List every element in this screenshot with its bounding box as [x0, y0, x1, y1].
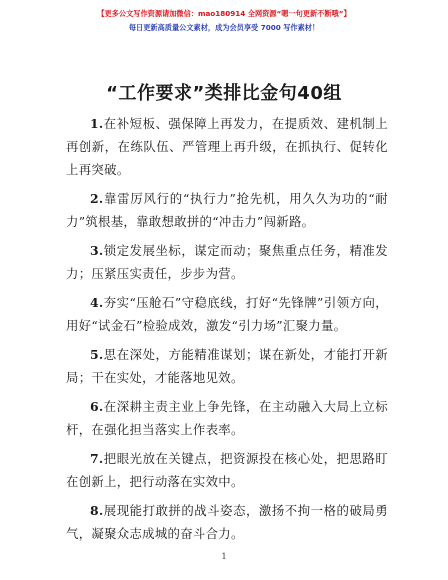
- item-number: 1.: [90, 116, 104, 131]
- item-number: 4.: [90, 295, 104, 310]
- list-item: [66, 343, 388, 389]
- item-text: 思在深处，方能精准谋划；谋在新处，才能打开新局；干在实处，才能落地见效。: [66, 347, 388, 385]
- item-text: 锁定发展坐标，谋定而动；聚焦重点任务，精准发力；压紧压实责任，步步为营。: [66, 243, 388, 281]
- document-title: “工作要求”类排比金句40组: [106, 83, 342, 104]
- banner-subtitle-line: 每日更新高质量公文素材，成为会员享受 7000 写作素材！: [128, 23, 320, 32]
- list-item: [66, 112, 388, 181]
- item-number: 6.: [90, 399, 104, 414]
- header-banner: [0, 8, 448, 33]
- document-body: [66, 112, 388, 551]
- item-number: 8.: [90, 503, 104, 518]
- list-item: [66, 447, 388, 493]
- item-text: 靠雷厉风行的“执行力”抢先机，用久久为功的“耐力”筑根基，靠敢想敢拼的“冲击力”闯新路。: [66, 191, 388, 229]
- list-item: [66, 239, 388, 285]
- list-item: [66, 291, 388, 337]
- item-text: 在深耕主责主业上争先锋，在主动融入大局上立标杆，在强化担当落实上作表率。: [66, 399, 388, 437]
- page-number: 1: [221, 552, 227, 561]
- item-number: 3.: [90, 243, 104, 258]
- item-text: 夯实“压舱石”守稳底线，打好“先锋牌”引领方向，用好“试金石”检验成效，激发“引力场”汇聚力量。: [66, 295, 388, 333]
- banner-promo-line: 【更多公文写作资源请加微信：mao180914 全网资源“嗯一句更新不断哦”】: [97, 9, 351, 18]
- item-number: 7.: [90, 451, 104, 466]
- item-text: 在补短板、强保障上再发力，在提质效、建机制上再创新，在练队伍、严管理上再升级，在抓执行、促转化上再突破。: [66, 116, 388, 177]
- list-item: [66, 499, 388, 545]
- item-number: 2.: [90, 191, 104, 206]
- item-text: 把眼光放在关键点，把资源投在核心处，把思路盯在创新上，把行动落在实效中。: [66, 451, 388, 489]
- list-item: [66, 187, 388, 233]
- item-number: 5.: [90, 347, 104, 362]
- item-text: 展现能打敢拼的战斗姿态，激扬不拘一格的破局勇气，凝聚众志成城的奋斗合力。: [66, 503, 388, 541]
- list-item: [66, 395, 388, 441]
